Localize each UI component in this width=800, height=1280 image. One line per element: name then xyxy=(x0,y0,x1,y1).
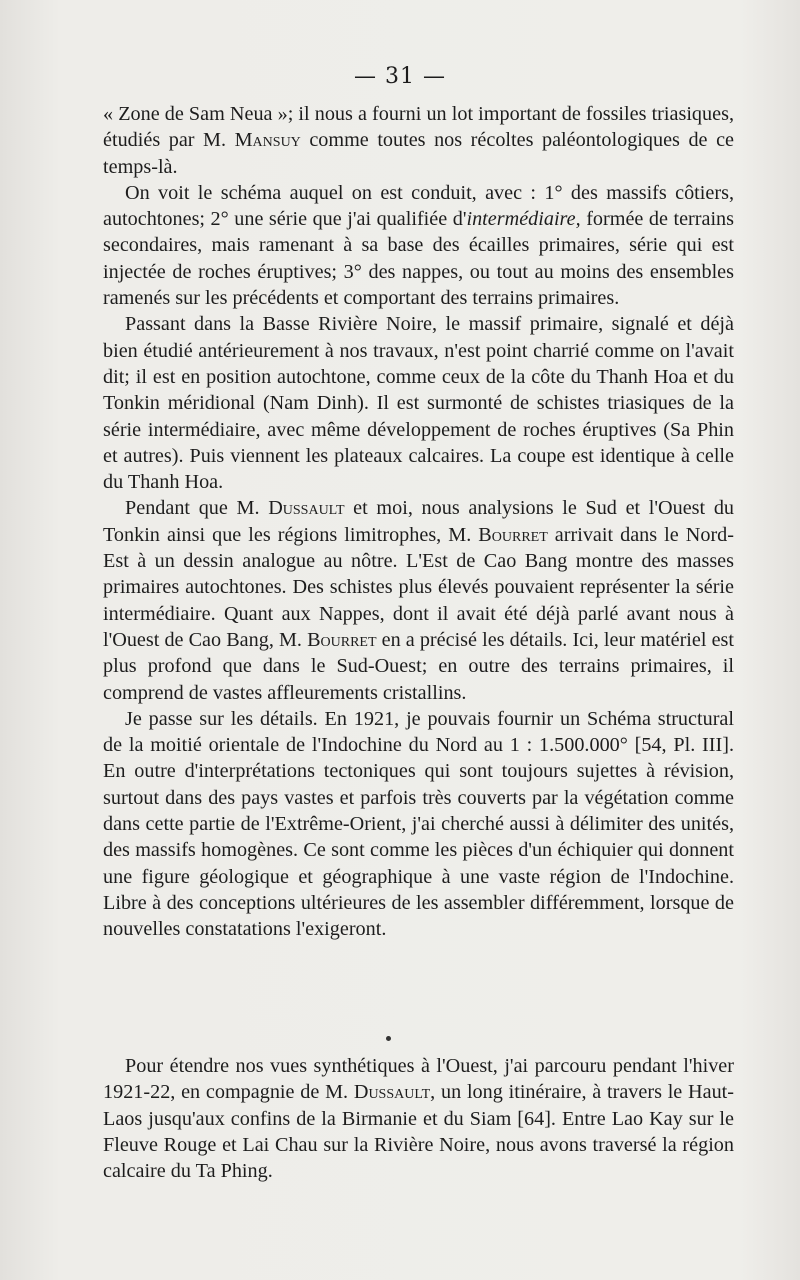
paragraph-1-text-b: comme toutes nos récoltes paléontologiques de ce temps-là. xyxy=(103,129,734,178)
emphasis-intermediaire: intermédiaire, xyxy=(466,208,581,231)
separator-dot xyxy=(386,1036,391,1041)
paragraph-4 xyxy=(103,495,734,705)
body-text-lower xyxy=(103,1053,734,1184)
page-number: — 31 — xyxy=(354,64,446,89)
paragraph-2-text-b: formée de terrains secondaires, mais ramenant à sa base des écailles primaires, série qui est injectée de roches éruptives; 3° des nappes, ou tout au moins des ensembles ramenés sur les précédents et comportant des terrains primaires. xyxy=(103,208,735,310)
paragraph-4-text-b: et moi, nous analysions le Sud et l'Ouest du Tonkin ainsi que les régions limitrophes, M. xyxy=(103,497,735,546)
paragraph-1-text-a: « Zone de Sam Neua »; il nous a fourni un lot important de fossiles triasiques, étudiés par M. xyxy=(103,103,734,152)
paragraph-4-text-a: Pendant que M. xyxy=(125,497,269,520)
author-name-bourret-2: Bourret xyxy=(307,628,377,651)
paragraph-2-text-a: On voit le schéma auquel on est conduit, avec : 1° des massifs côtiers, autochtones; 2° une série que j'ai qualifiée d' xyxy=(103,181,734,231)
author-name-mansuy: Mansuy xyxy=(234,129,301,152)
author-name-bourret: Bourret xyxy=(478,523,548,546)
paragraph-5: Je passe sur les détails. En 1921, je pouvais fournir un Schéma structural de la moitié orientale de l'Indochine du Nord au 1 : 1.500.000° [54, Pl. III]. En outre d'interprétations tectoniques qui sont toujours sujettes à révision, surtout dans des pays vastes et parfois très couverts par la végétation comme dans cette partie de l'Extrême-Orient, j'ai cherché aussi à délimiter des unités, des massifs homogènes. Ce sont comme les pièces d'un échiquier qui donnent une figure géologique et géographique à une vaste région de l'Indochine. Libre à des conceptions ultérieures de les assembler différemment, lorsque de nouvelles constatations l'exigeront. xyxy=(103,707,734,941)
body-text-upper xyxy=(103,101,734,943)
paragraph-4-text-c: arrivait dans le Nord-Est à un dessin analogue au nôtre. L'Est de Cao Bang montre des masses primaires autochtones. Des schistes plus élevés pouvaient représenter la série intermédiaire. Quant aux Nappes, dont il avait été déjà parlé avant nous à l'Ouest de Cao Bang, M. xyxy=(103,523,734,651)
paragraph-1 xyxy=(103,101,734,180)
paragraph-3: Passant dans la Basse Rivière Noire, le massif primaire, signalé et déjà bien étudié antérieurement à nos travaux, n'est point charrié comme on l'avait dit; il est en position autochtone, comme ceux de la côte du Thanh Hoa et du Tonkin méridional (Nam Dinh). Il est surmonté de schistes triasiques de la série intermédiaire, avec même développement de roches éruptives (Sa Phin et autres). Puis viennent les plateaux calcaires. La coupe est identique à celle du Thanh Hoa. xyxy=(103,313,734,494)
paragraph-4-text-d: en a précisé les détails. Ici, leur matériel est plus profond que dans le Sud-Ouest; en outre des terrains primaires, il comprend de vastes affleurements cristallins. xyxy=(103,628,735,704)
author-name-dussault: Dussault xyxy=(268,497,345,520)
author-name-dussault-2: Dussault xyxy=(353,1081,431,1104)
paragraph-6 xyxy=(103,1053,734,1184)
paragraph-6-text-b: , un long itinéraire, à travers le Haut-Laos jusqu'aux confins de la Birmanie et du Siam [64]. Entre Lao Kay sur le Fleuve Rouge et Lai Chau sur la Rivière Noire, nous avons traversé la région calcaire du Ta Phing. xyxy=(103,1081,734,1183)
paragraph-6-text-a: Pour étendre nos vues synthétiques à l'Ouest, j'ai parcouru pendant l'hiver 1921-22, en compagnie de M. xyxy=(103,1055,734,1104)
paragraph-2 xyxy=(103,180,734,311)
